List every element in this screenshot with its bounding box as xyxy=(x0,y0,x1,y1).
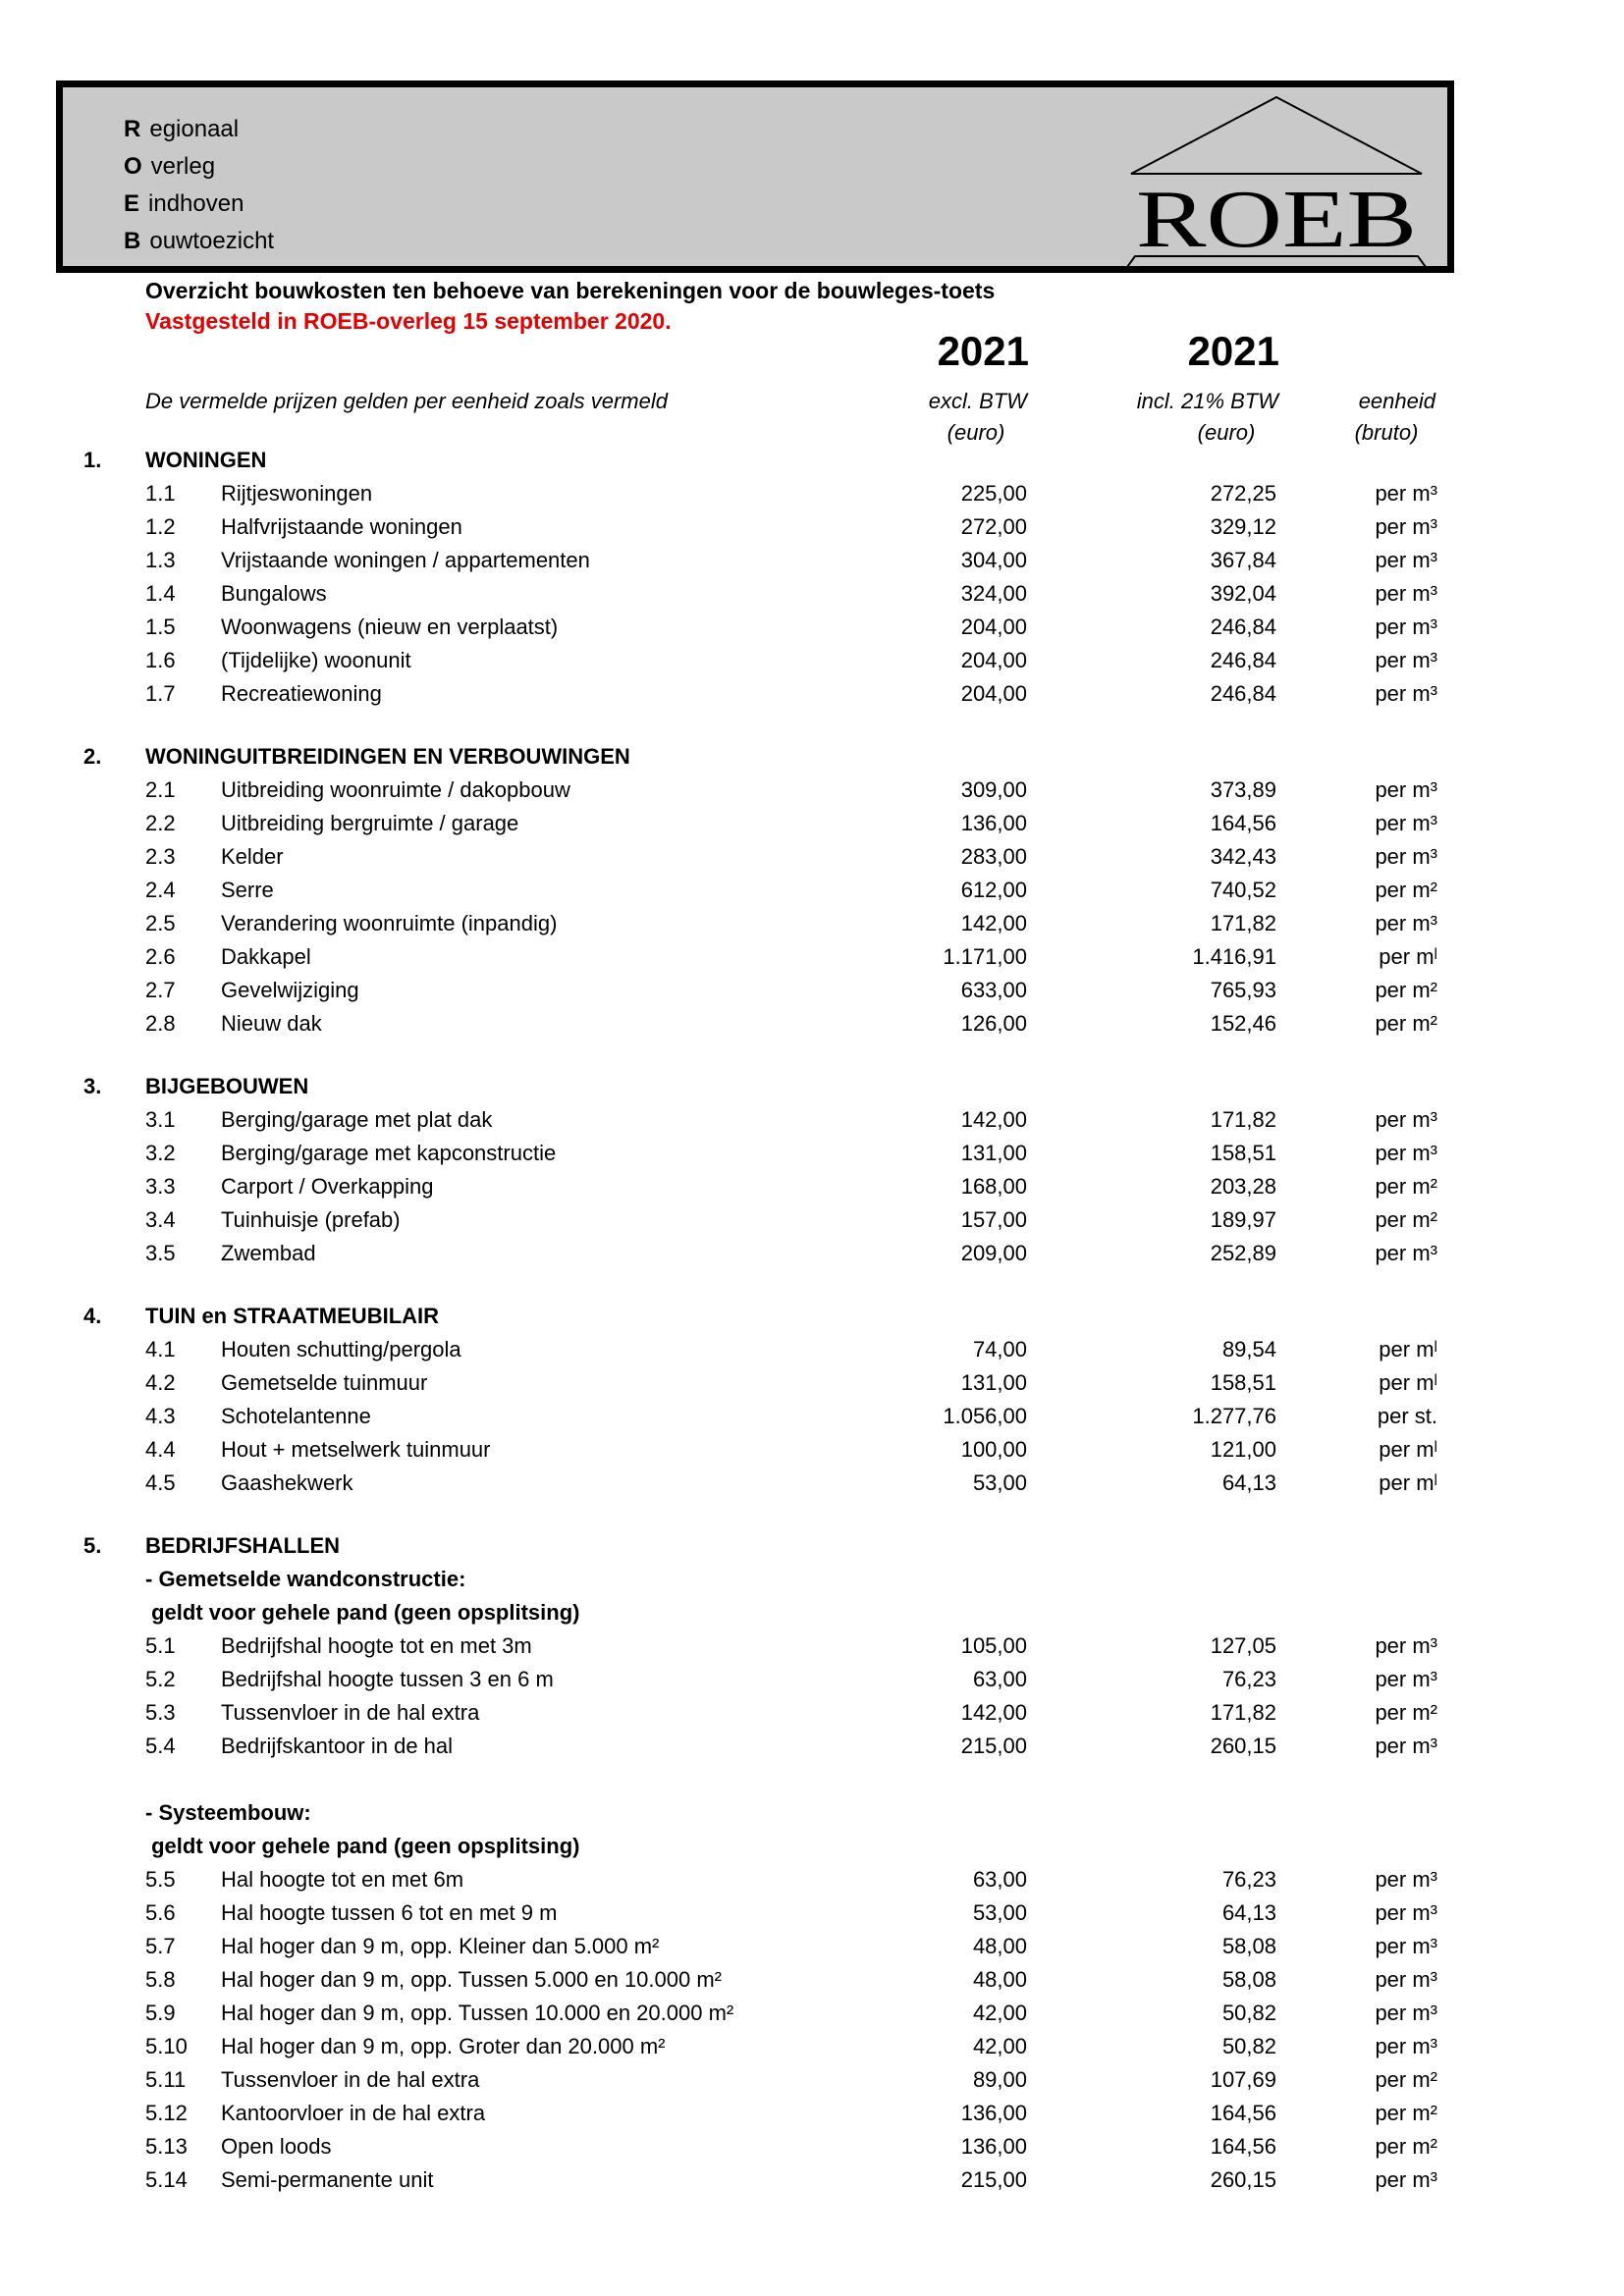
document-header xyxy=(0,278,1624,444)
row-price-excl-btw: 100,00 xyxy=(960,1437,1027,1462)
roeb-house-icon xyxy=(1119,89,1434,270)
row-description: (Tijdelijke) woonunit xyxy=(221,648,411,672)
row-price-incl-btw: 260,15 xyxy=(1210,1734,1276,1758)
section-header-row xyxy=(0,740,1624,774)
row-description: Schotelantenne xyxy=(221,1404,371,1428)
row-price-incl-btw: 76,23 xyxy=(1221,1667,1276,1691)
group-note-row xyxy=(0,1796,1624,1830)
row-unit: per m³ xyxy=(1375,1734,1437,1758)
group-note: geldt voor gehele pand (geen opsplitsing) xyxy=(145,1834,580,1858)
row-price-incl-btw: 127,05 xyxy=(1210,1633,1276,1658)
row-unit: per m² xyxy=(1375,1011,1437,1036)
acronym-line-bouwtoezicht xyxy=(124,223,274,260)
row-unit: per m² xyxy=(1375,2101,1437,2125)
row-description: Houten schutting/pergola xyxy=(221,1337,461,1362)
section-number: 5. xyxy=(83,1533,102,1558)
row-number: 2.4 xyxy=(145,878,176,902)
row-unit: per m³ xyxy=(1375,581,1437,606)
row-price-incl-btw: 158,51 xyxy=(1210,1370,1276,1395)
adopted-note: Vastgesteld in ROEB-overleg 15 september 2020. xyxy=(145,308,672,334)
row-price-incl-btw: 58,08 xyxy=(1221,1967,1276,1992)
row-number: 5.4 xyxy=(145,1734,176,1758)
row-price-excl-btw: 204,00 xyxy=(960,614,1027,639)
row-unit: per m³ xyxy=(1375,2034,1437,2058)
acronym-rest: egionaal xyxy=(149,116,240,142)
row-unit: per m³ xyxy=(1375,1107,1437,1132)
acronym-line-eindhoven xyxy=(124,186,274,223)
row-unit: per m³ xyxy=(1375,1633,1437,1658)
row-unit: per m³ xyxy=(1375,514,1437,539)
column-header-incl-btw: incl. 21% BTW xyxy=(1136,389,1278,413)
cost-row xyxy=(0,1333,1624,1366)
cost-row xyxy=(0,1237,1624,1270)
acronym-rest: ouwtoezicht xyxy=(149,228,275,254)
section-number: 1. xyxy=(83,448,102,472)
row-unit: per m³ xyxy=(1375,1967,1437,1992)
cost-row xyxy=(0,644,1624,677)
cost-row xyxy=(0,577,1624,611)
cost-row xyxy=(0,611,1624,644)
acronym-initial: E xyxy=(124,190,140,217)
section-groups xyxy=(0,1563,1624,2197)
row-price-incl-btw: 64,13 xyxy=(1221,1900,1276,1925)
cost-row xyxy=(0,1170,1624,1203)
row-unit: per m³ xyxy=(1375,1141,1437,1165)
section-groups xyxy=(0,1333,1624,1500)
row-unit: per st. xyxy=(1377,1404,1437,1428)
row-price-excl-btw: 1.056,00 xyxy=(943,1404,1027,1428)
row-description: Hal hoogte tussen 6 tot en met 9 m xyxy=(221,1900,558,1925)
row-description: Rijtjeswoningen xyxy=(221,481,373,506)
row-number: 5.8 xyxy=(145,1967,176,1992)
row-price-excl-btw: 1.171,00 xyxy=(943,944,1027,969)
row-description: Berging/garage met plat dak xyxy=(221,1107,493,1132)
row-unit: per m³ xyxy=(1375,2001,1437,2025)
row-description: Open loods xyxy=(221,2134,332,2159)
roeb-brand-text: ROEB xyxy=(1136,174,1417,265)
row-number: 5.12 xyxy=(145,2101,188,2125)
column-header-eenheid: eenheid xyxy=(1358,389,1435,413)
column-subheader-bruto: (bruto) xyxy=(1354,420,1419,445)
row-price-excl-btw: 131,00 xyxy=(960,1141,1027,1165)
row-price-incl-btw: 203,28 xyxy=(1210,1174,1276,1199)
group-note: geldt voor gehele pand (geen opsplitsing) xyxy=(145,1600,580,1625)
row-number: 5.2 xyxy=(145,1667,176,1691)
row-number: 1.5 xyxy=(145,614,176,639)
section-header-row xyxy=(0,1300,1624,1333)
cost-row xyxy=(0,2130,1624,2163)
row-description: Hal hoogte tot en met 6m xyxy=(221,1867,464,1892)
cost-table xyxy=(0,444,1624,2197)
row-price-excl-btw: 633,00 xyxy=(960,978,1027,1002)
roof-triangle-icon xyxy=(1131,97,1422,174)
row-number: 4.4 xyxy=(145,1437,176,1462)
row-description: Verandering woonruimte (inpandig) xyxy=(221,911,558,935)
row-unit: per m³ xyxy=(1375,844,1437,869)
row-description: Bedrijfshal hoogte tussen 3 en 6 m xyxy=(221,1667,554,1691)
year-incl-heading: 2021 xyxy=(1187,328,1279,374)
section-title: WONINGEN xyxy=(145,448,267,472)
row-number: 2.1 xyxy=(145,777,176,802)
row-number: 5.14 xyxy=(145,2167,188,2192)
row-price-incl-btw: 76,23 xyxy=(1221,1867,1276,1892)
column-header-excl-btw: excl. BTW xyxy=(928,389,1027,413)
cost-row xyxy=(0,2063,1624,2097)
section-number: 2. xyxy=(83,744,102,769)
row-price-excl-btw: 157,00 xyxy=(960,1207,1027,1232)
row-number: 5.7 xyxy=(145,1934,176,1958)
section-header-row xyxy=(0,1529,1624,1563)
row-price-excl-btw: 142,00 xyxy=(960,911,1027,935)
row-price-incl-btw: 58,08 xyxy=(1221,1934,1276,1958)
row-description: Berging/garage met kapconstructie xyxy=(221,1141,557,1165)
row-unit: per m³ xyxy=(1375,911,1437,935)
row-unit: per m³ xyxy=(1375,777,1437,802)
row-description: Uitbreiding woonruimte / dakopbouw xyxy=(221,777,570,802)
row-unit: per m³ xyxy=(1375,1900,1437,1925)
section-title: BIJGEBOUWEN xyxy=(145,1074,309,1098)
group-note-row xyxy=(0,1830,1624,1863)
row-unit: per m³ xyxy=(1375,2167,1437,2192)
cost-row xyxy=(0,974,1624,1007)
cost-row xyxy=(0,1629,1624,1663)
row-price-excl-btw: 48,00 xyxy=(972,1934,1027,1958)
row-price-incl-btw: 152,46 xyxy=(1210,1011,1276,1036)
row-unit: per m² xyxy=(1375,2134,1437,2159)
row-number: 2.3 xyxy=(145,844,176,869)
cost-row xyxy=(0,1103,1624,1137)
cost-row xyxy=(0,2097,1624,2130)
row-price-excl-btw: 168,00 xyxy=(960,1174,1027,1199)
row-number: 4.5 xyxy=(145,1470,176,1495)
row-description: Halfvrijstaande woningen xyxy=(221,514,462,539)
row-price-excl-btw: 48,00 xyxy=(972,1967,1027,1992)
section-header-row xyxy=(0,444,1624,477)
row-unit: per m³ xyxy=(1375,1867,1437,1892)
row-price-incl-btw: 373,89 xyxy=(1210,777,1276,802)
row-price-excl-btw: 131,00 xyxy=(960,1370,1027,1395)
row-description: Recreatiewoning xyxy=(221,681,382,706)
row-price-excl-btw: 136,00 xyxy=(960,2101,1027,2125)
row-description: Vrijstaande woningen / appartementen xyxy=(221,548,590,572)
row-unit: per mˡ xyxy=(1379,1470,1437,1495)
price-note: De vermelde prijzen gelden per eenheid zoals vermeld xyxy=(145,389,668,413)
row-price-excl-btw: 136,00 xyxy=(960,2134,1027,2159)
row-description: Hal hoger dan 9 m, opp. Tussen 5.000 en 10.000 m² xyxy=(221,1967,722,1992)
row-price-incl-btw: 260,15 xyxy=(1210,2167,1276,2192)
acronym-line-regionaal xyxy=(124,111,274,148)
column-subheader-euro-incl: (euro) xyxy=(1197,420,1256,445)
cost-row xyxy=(0,1467,1624,1500)
acronym-initial: B xyxy=(124,228,141,254)
group-note: - Systeembouw: xyxy=(145,1800,311,1825)
acronym-rest: verleg xyxy=(150,153,216,180)
row-description: Serre xyxy=(221,878,274,902)
section-title: BEDRIJFSHALLEN xyxy=(145,1533,341,1558)
row-price-incl-btw: 50,82 xyxy=(1221,2001,1276,2025)
row-description: Zwembad xyxy=(221,1241,316,1265)
row-number: 1.3 xyxy=(145,548,176,572)
row-description: Dakkapel xyxy=(221,944,311,969)
row-description: Hal hoger dan 9 m, opp. Groter dan 20.000 m² xyxy=(221,2034,666,2058)
row-number: 5.1 xyxy=(145,1633,176,1658)
cost-row xyxy=(0,1137,1624,1170)
row-price-excl-btw: 283,00 xyxy=(960,844,1027,869)
row-price-incl-btw: 164,56 xyxy=(1210,811,1276,835)
row-number: 1.4 xyxy=(145,581,176,606)
cost-row xyxy=(0,1433,1624,1467)
row-price-excl-btw: 53,00 xyxy=(972,1900,1027,1925)
cost-section xyxy=(0,444,1624,711)
row-price-excl-btw: 324,00 xyxy=(960,581,1027,606)
row-unit: per mˡ xyxy=(1379,1437,1437,1462)
roeb-acronym xyxy=(124,111,274,260)
row-number: 3.2 xyxy=(145,1141,176,1165)
cost-row xyxy=(0,544,1624,577)
row-unit: per m² xyxy=(1375,1174,1437,1199)
section-number: 3. xyxy=(83,1074,102,1098)
row-description: Semi-permanente unit xyxy=(221,2167,434,2192)
row-price-incl-btw: 252,89 xyxy=(1210,1241,1276,1265)
row-price-excl-btw: 612,00 xyxy=(960,878,1027,902)
row-price-excl-btw: 142,00 xyxy=(960,1700,1027,1725)
row-number: 1.2 xyxy=(145,514,176,539)
row-unit: per m³ xyxy=(1375,481,1437,506)
row-price-excl-btw: 126,00 xyxy=(960,1011,1027,1036)
row-price-excl-btw: 105,00 xyxy=(960,1633,1027,1658)
row-description: Gevelwijziging xyxy=(221,978,359,1002)
row-price-excl-btw: 309,00 xyxy=(960,777,1027,802)
group-note: - Gemetselde wandconstructie: xyxy=(145,1567,466,1591)
row-description: Carport / Overkapping xyxy=(221,1174,434,1199)
cost-row xyxy=(0,510,1624,544)
row-description: Woonwagens (nieuw en verplaatst) xyxy=(221,614,559,639)
row-unit: per m² xyxy=(1375,1207,1437,1232)
row-description: Gemetselde tuinmuur xyxy=(221,1370,428,1395)
row-unit: per m³ xyxy=(1375,681,1437,706)
row-unit: per m³ xyxy=(1375,811,1437,835)
section-header-row xyxy=(0,1070,1624,1103)
cost-row xyxy=(0,1203,1624,1237)
row-number: 2.6 xyxy=(145,944,176,969)
acronym-initial: O xyxy=(124,153,142,180)
section-groups xyxy=(0,1103,1624,1270)
row-price-incl-btw: 1.416,91 xyxy=(1192,944,1276,969)
row-description: Hal hoger dan 9 m, opp. Kleiner dan 5.000 m² xyxy=(221,1934,660,1958)
row-number: 5.3 xyxy=(145,1700,176,1725)
section-title: WONINGUITBREIDINGEN EN VERBOUWINGEN xyxy=(145,744,630,769)
row-unit: per m³ xyxy=(1375,648,1437,672)
row-price-incl-btw: 246,84 xyxy=(1210,648,1276,672)
row-price-incl-btw: 740,52 xyxy=(1210,878,1276,902)
group-note-row xyxy=(0,1563,1624,1596)
row-number: 3.5 xyxy=(145,1241,176,1265)
cost-row xyxy=(0,677,1624,711)
row-unit: per mˡ xyxy=(1379,1370,1437,1395)
row-price-incl-btw: 189,97 xyxy=(1210,1207,1276,1232)
row-number: 2.7 xyxy=(145,978,176,1002)
row-price-incl-btw: 107,69 xyxy=(1210,2067,1276,2092)
row-description: Bungalows xyxy=(221,581,327,606)
row-price-excl-btw: 215,00 xyxy=(960,1734,1027,1758)
row-description: Hal hoger dan 9 m, opp. Tussen 10.000 en 20.000 m² xyxy=(221,2001,734,2025)
group-note-row xyxy=(0,1596,1624,1629)
row-unit: per m³ xyxy=(1375,614,1437,639)
row-number: 2.2 xyxy=(145,811,176,835)
row-number: 4.2 xyxy=(145,1370,176,1395)
cost-row xyxy=(0,874,1624,907)
row-number: 5.11 xyxy=(145,2067,187,2092)
cost-row xyxy=(0,774,1624,807)
cost-row xyxy=(0,1963,1624,1997)
row-unit: per m² xyxy=(1375,2067,1437,2092)
section-number: 4. xyxy=(83,1304,102,1328)
cost-row xyxy=(0,1696,1624,1730)
row-price-incl-btw: 329,12 xyxy=(1210,514,1276,539)
row-price-excl-btw: 53,00 xyxy=(972,1470,1027,1495)
cost-section xyxy=(0,1070,1624,1270)
cost-row xyxy=(0,477,1624,510)
row-description: Tussenvloer in de hal extra xyxy=(221,1700,480,1725)
row-number: 1.7 xyxy=(145,681,176,706)
row-number: 2.8 xyxy=(145,1011,176,1036)
row-number: 5.6 xyxy=(145,1900,176,1925)
row-number: 1.6 xyxy=(145,648,176,672)
row-description: Tuinhuisje (prefab) xyxy=(221,1207,401,1232)
row-price-incl-btw: 246,84 xyxy=(1210,681,1276,706)
row-description: Bedrijfshal hoogte tot en met 3m xyxy=(221,1633,532,1658)
row-unit: per mˡ xyxy=(1379,1337,1437,1362)
row-price-incl-btw: 1.277,76 xyxy=(1192,1404,1276,1428)
row-price-incl-btw: 89,54 xyxy=(1221,1337,1276,1362)
row-price-excl-btw: 204,00 xyxy=(960,648,1027,672)
row-price-excl-btw: 304,00 xyxy=(960,548,1027,572)
row-price-excl-btw: 215,00 xyxy=(960,2167,1027,2192)
cost-row xyxy=(0,2163,1624,2197)
row-price-excl-btw: 63,00 xyxy=(972,1667,1027,1691)
cost-row xyxy=(0,840,1624,874)
row-number: 4.3 xyxy=(145,1404,176,1428)
row-price-incl-btw: 171,82 xyxy=(1210,911,1276,935)
row-price-excl-btw: 89,00 xyxy=(972,2067,1027,2092)
row-unit: per m³ xyxy=(1375,1934,1437,1958)
row-price-excl-btw: 42,00 xyxy=(972,2034,1027,2058)
row-number: 5.13 xyxy=(145,2134,188,2159)
row-price-excl-btw: 74,00 xyxy=(972,1337,1027,1362)
row-price-incl-btw: 158,51 xyxy=(1210,1141,1276,1165)
row-price-excl-btw: 225,00 xyxy=(960,481,1027,506)
cost-row xyxy=(0,1730,1624,1763)
row-price-excl-btw: 204,00 xyxy=(960,681,1027,706)
row-price-excl-btw: 136,00 xyxy=(960,811,1027,835)
row-description: Uitbreiding bergruimte / garage xyxy=(221,811,519,835)
row-number: 5.9 xyxy=(145,2001,176,2025)
row-number: 3.3 xyxy=(145,1174,176,1199)
row-price-incl-btw: 164,56 xyxy=(1210,2101,1276,2125)
cost-row xyxy=(0,1930,1624,1963)
row-price-incl-btw: 64,13 xyxy=(1221,1470,1276,1495)
roeb-logo-box xyxy=(56,80,1454,273)
cost-row xyxy=(0,2030,1624,2063)
acronym-line-overleg xyxy=(124,148,274,186)
cost-row xyxy=(0,807,1624,840)
row-unit: per m² xyxy=(1375,978,1437,1002)
row-unit: per mˡ xyxy=(1379,944,1437,969)
row-price-incl-btw: 171,82 xyxy=(1210,1700,1276,1725)
cost-section xyxy=(0,1529,1624,2197)
cost-row xyxy=(0,1863,1624,1896)
row-number: 3.4 xyxy=(145,1207,176,1232)
row-price-incl-btw: 50,82 xyxy=(1221,2034,1276,2058)
row-price-excl-btw: 63,00 xyxy=(972,1867,1027,1892)
page-title: Overzicht bouwkosten ten behoeve van berekeningen voor de bouwleges-toets xyxy=(145,278,996,303)
row-description: Gaashekwerk xyxy=(221,1470,353,1495)
section-title: TUIN en STRAATMEUBILAIR xyxy=(145,1304,440,1328)
row-number: 5.10 xyxy=(145,2034,188,2058)
section-groups xyxy=(0,477,1624,711)
row-number: 1.1 xyxy=(145,481,176,506)
cost-row xyxy=(0,1400,1624,1433)
row-number: 3.1 xyxy=(145,1107,176,1132)
row-description: Hout + metselwerk tuinmuur xyxy=(221,1437,491,1462)
cost-row xyxy=(0,1366,1624,1400)
section-groups xyxy=(0,774,1624,1041)
cost-row xyxy=(0,1896,1624,1930)
row-number: 5.5 xyxy=(145,1867,176,1892)
spacer-row xyxy=(0,1763,1624,1796)
cost-section xyxy=(0,740,1624,1041)
column-subheader-euro-excl: (euro) xyxy=(947,420,1005,445)
row-price-incl-btw: 272,25 xyxy=(1210,481,1276,506)
acronym-rest: indhoven xyxy=(148,190,244,217)
row-price-incl-btw: 367,84 xyxy=(1210,548,1276,572)
row-price-excl-btw: 142,00 xyxy=(960,1107,1027,1132)
row-price-incl-btw: 765,93 xyxy=(1210,978,1276,1002)
row-price-excl-btw: 42,00 xyxy=(972,2001,1027,2025)
row-price-incl-btw: 164,56 xyxy=(1210,2134,1276,2159)
row-price-incl-btw: 342,43 xyxy=(1210,844,1276,869)
cost-row xyxy=(0,1997,1624,2030)
row-price-incl-btw: 392,04 xyxy=(1210,581,1276,606)
row-description: Kantoorvloer in de hal extra xyxy=(221,2101,486,2125)
row-description: Nieuw dak xyxy=(221,1011,322,1036)
cost-row xyxy=(0,940,1624,974)
row-price-excl-btw: 272,00 xyxy=(960,514,1027,539)
cost-row xyxy=(0,907,1624,940)
row-description: Kelder xyxy=(221,844,284,869)
row-unit: per m² xyxy=(1375,1700,1437,1725)
cost-section xyxy=(0,1300,1624,1500)
roeb-house-logo xyxy=(1119,89,1434,270)
row-unit: per m³ xyxy=(1375,1241,1437,1265)
row-unit: per m³ xyxy=(1375,548,1437,572)
year-excl-heading: 2021 xyxy=(937,328,1029,374)
row-description: Bedrijfskantoor in de hal xyxy=(221,1734,454,1758)
row-description: Tussenvloer in de hal extra xyxy=(221,2067,480,2092)
row-number: 2.5 xyxy=(145,911,176,935)
row-unit: per m³ xyxy=(1375,1667,1437,1691)
row-unit: per m² xyxy=(1375,878,1437,902)
cost-row xyxy=(0,1663,1624,1696)
row-price-incl-btw: 121,00 xyxy=(1210,1437,1276,1462)
cost-row xyxy=(0,1007,1624,1041)
acronym-initial: R xyxy=(124,116,141,142)
row-price-incl-btw: 171,82 xyxy=(1210,1107,1276,1132)
row-number: 4.1 xyxy=(145,1337,176,1362)
row-price-incl-btw: 246,84 xyxy=(1210,614,1276,639)
row-price-excl-btw: 209,00 xyxy=(960,1241,1027,1265)
